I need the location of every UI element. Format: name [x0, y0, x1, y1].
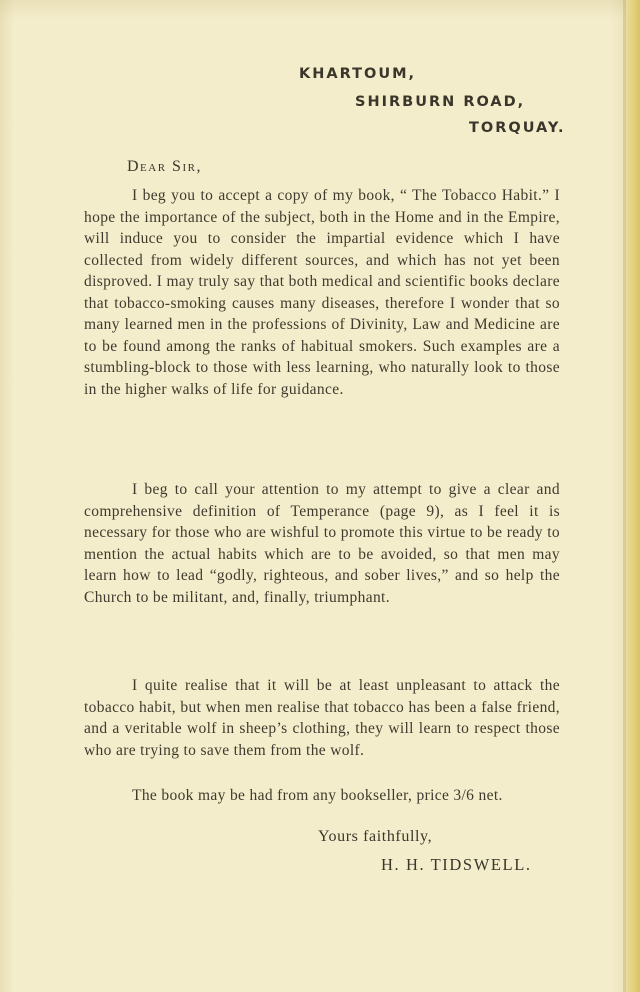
paragraph-text: I beg you to accept a copy of my book, “ The Tobacco Habit.” I hope the importance of the subject, both in the Home and in the Empire, will induce you to consider the impartial evidence which I have collected from widely different sources, and which has not yet been disproved. I may truly say that both medical and scientific books declare that tobacco-smoking causes many diseases, therefore I wonder that so many learned men in the professions of Divinity, Law and Medicine are to be found among the ranks of habitual smokers. Such examples are a stumbling-block to those with less learning, who naturally look to those in the higher walks of life for guidance.: [84, 187, 560, 398]
letter-paragraph-4: [84, 785, 560, 807]
letter-paragraph-2: [84, 479, 560, 608]
closing: Yours faithfully,: [318, 828, 433, 845]
letter-paragraph-1: [84, 185, 560, 400]
page-edge-strip: [626, 0, 640, 992]
paragraph-text: The book may be had from any bookseller, price 3/6 net.: [132, 787, 503, 804]
address-line-3: TORQUAY.: [469, 120, 566, 136]
paragraph-text: I quite realise that it will be at least unpleasant to attack the tobacco habit, but when men realise that tobacco has been a false friend, and a veritable wolf in sheep’s clothing, they will learn to respect those who are trying to save them from the wolf.: [84, 677, 560, 759]
letter-paragraph-3: [84, 675, 560, 761]
address-line-1: KHARTOUM,: [299, 66, 417, 82]
salutation: Dear Sir,: [127, 158, 202, 175]
signature: H. H. TIDSWELL.: [381, 855, 532, 874]
address-line-2: SHIRBURN ROAD,: [355, 94, 526, 110]
paragraph-text: I beg to call your attention to my attempt to give a clear and comprehensive definition of Temperance (page 9), as I feel it is necessary for those who are wishful to promote this virtue to be ready to mention the actual habits which are to be avoided, so that men may learn how to lead “godly, righteous, and sober lives,” and so help the Church to be militant, and, finally, triumphant.: [84, 481, 560, 606]
